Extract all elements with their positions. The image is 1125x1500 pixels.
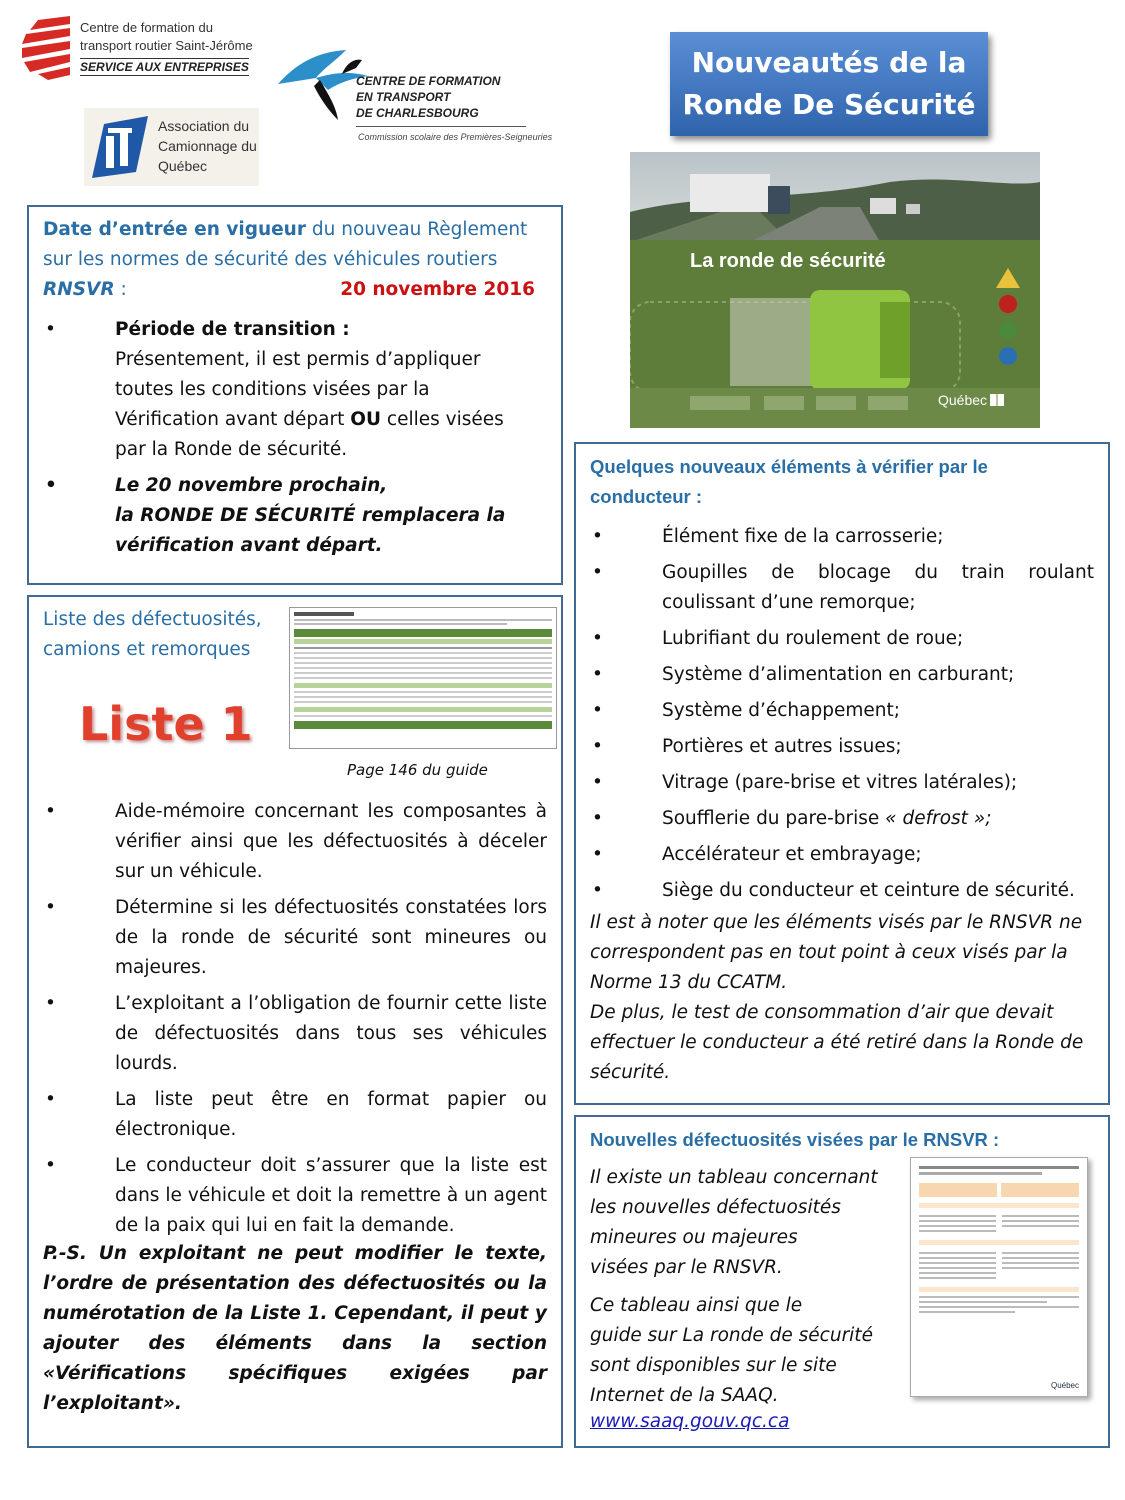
box3-item-9: • Accélérateur et embrayage; [590, 840, 1094, 870]
box1-b1-l4: par la Ronde de sécurité. [115, 439, 348, 460]
box4-p1-l4: visées par le RNSVR. [590, 1257, 783, 1278]
box2-bullets [43, 797, 547, 1241]
box1-date: 20 novembre 2016 [340, 279, 535, 300]
logo-saint-jerome [18, 14, 268, 84]
box1-rnsvr-label: RNSVR [43, 279, 115, 300]
logo-acq-line3: Québec [158, 158, 208, 174]
box4-p2-l4: Internet de la SAAQ. [590, 1385, 779, 1406]
defects-table-thumbnail [910, 1157, 1088, 1397]
box1-b1-l3c: celles visées [381, 409, 504, 430]
box3-title-line1: Quelques nouveaux éléments à vérifier par le [590, 456, 988, 477]
liste-1-label: Liste 1 [79, 697, 253, 751]
page-title-line2: Ronde De Sécurité [682, 88, 976, 121]
logo-stj-line2: transport routier Saint-Jérôme [80, 38, 253, 53]
logo-stj-line3: SERVICE AUX ENTREPRISES [80, 60, 249, 74]
box1-b1-l1: Présentement, il est permis d’appliquer [115, 349, 481, 370]
logo-cfc-line1: CENTRE DE FORMATION [356, 74, 501, 88]
box2-page-ref: Page 146 du guide [347, 761, 488, 779]
logo-acq-line1: Association du [158, 118, 250, 134]
box1-b2-l2: la RONDE DE SÉCURITÉ remplacera la [115, 505, 506, 526]
logo-stj-line1: Centre de formation du [80, 20, 213, 35]
box3-item-7: • Vitrage (pare-brise et vitres latérales); [590, 768, 1094, 798]
box1-heading-rest: du nouveau Règlement [305, 219, 528, 240]
box3-item-2: • Goupilles de blocage du train roulant coulissant d’une remorque; [590, 558, 1094, 618]
box4-p1-l3: mineures ou majeures [590, 1227, 798, 1248]
page-title-box [670, 32, 988, 136]
box2-bullet-2: • Détermine si les défectuosités constatées lors de la ronde de sécurité sont mineures ou majeures. [43, 893, 547, 983]
logo-acq-line2: Camionnage du [158, 138, 257, 154]
box3-item-1: • Élément fixe de la carrosserie; [590, 522, 1094, 552]
logo-charlesbourg [276, 44, 553, 164]
box3-item-8-defrost: « defrost »; [879, 808, 992, 829]
hero-image [630, 152, 1040, 428]
box1-b1-l3b: OU [350, 409, 382, 430]
hero-brand [938, 392, 1004, 408]
box1-heading-line1 [43, 219, 527, 240]
box2-title-line2: camions et remorques [43, 639, 251, 660]
box1-rnsvr [43, 279, 127, 300]
box2-bullet-3: • L’exploitant a l’obligation de fournir cette liste de défectuosités dans tous ses véhicules lourds. [43, 989, 547, 1079]
box2-bullet-5: • Le conducteur doit s’assurer que la liste est dans le véhicule et doit la remettre à un agent de la paix qui lui en fait la demande. [43, 1151, 547, 1241]
box1-bullet-nov20 [43, 471, 543, 561]
box-new-defects [574, 1115, 1110, 1448]
box3-note-1: Il est à noter que les éléments visés par le RNSVR ne correspondent pas en tout point à ceux visés par la Norme 13 du CCATM. [590, 912, 1083, 993]
acq-emblem-icon [90, 114, 152, 180]
box3-item-3: • Lubrifiant du roulement de roue; [590, 624, 1094, 654]
box1-b1-title: Période de transition : [115, 319, 350, 340]
logo-acq [84, 108, 259, 186]
box2-title-line1: Liste des défectuosités, [43, 609, 262, 630]
box4-para-1 [590, 1163, 910, 1283]
box2-bullet-4: • La liste peut être en format papier ou électronique. [43, 1085, 547, 1145]
box3-item-8-text: Soufflerie du pare-brise [662, 808, 880, 829]
logo-cfc-line4: Commission scolaire des Premières-Seigneuries [358, 132, 553, 142]
hero-brand-text: Québec [938, 392, 988, 408]
box1-heading-bold: Date d’entrée en vigueur [43, 219, 306, 240]
page-title-line1: Nouveautés de la [691, 46, 967, 79]
hero-caption: La ronde de sécurité [690, 250, 886, 272]
box1-b2-l1: Le 20 novembre prochain, [115, 475, 388, 496]
box1-bullet-transition [43, 315, 543, 465]
box4-p1-l2: les nouvelles défectuosités [590, 1197, 841, 1218]
box3-note-2: De plus, le test de consommation d’air que devait effectuer le conducteur a été retiré dans la Ronde de sécurité. [590, 1002, 1084, 1083]
box4-p2-l1: Ce tableau ainsi que le [590, 1295, 803, 1316]
logo-cfc-line2: EN TRANSPORT [356, 90, 451, 104]
box4-p2-l2: guide sur La ronde de sécurité [590, 1325, 873, 1346]
fleurdelis-icon [990, 394, 1004, 406]
box-defect-list [27, 595, 563, 1448]
box1-b2-l3: vérification avant départ. [115, 535, 383, 556]
box-effective-date [27, 205, 563, 585]
box3-item-4: • Système d’alimentation en carburant; [590, 660, 1094, 690]
box1-b1-l2: toutes les conditions visées par la [115, 379, 430, 400]
box3-items [590, 522, 1094, 906]
box4-title: Nouvelles défectuosités visées par le RNSVR : [590, 1129, 1000, 1150]
stripes-icon [18, 14, 70, 80]
logo-cfc-line3: DE CHARLESBOURG [356, 106, 479, 120]
box4-p1-l1: Il existe un tableau concernant [590, 1167, 878, 1188]
box2-bullet-1: • Aide-mémoire concernant les composantes à vérifier ainsi que les défectuosités à déceler sur un véhicule. [43, 797, 547, 887]
box4-p2-l3: sont disponibles sur le site [590, 1355, 837, 1376]
hero-illustration [630, 152, 1040, 428]
liste-1-thumbnail [289, 607, 557, 749]
box1-bullets [43, 315, 543, 561]
thumb-brand: Québec [1050, 1381, 1079, 1390]
saaq-link[interactable]: www.saaq.gouv.qc.ca [590, 1411, 790, 1432]
box3-item-8 [590, 804, 1094, 834]
box1-rnsvr-colon: : [114, 279, 127, 300]
box1-b1-l3a: Vérification avant départ [115, 409, 351, 430]
box2-ps: P.-S. Un exploitant ne peut modifier le texte, l’ordre de présentation des défectuosités ou la numérotation de la Liste 1. Cependant, il peut y ajouter des éléments dans la section «Vérifications spécifiques exigées par l’exploitant». [43, 1243, 547, 1414]
logo-cfc-rule [356, 126, 526, 127]
box4-para-2 [590, 1291, 910, 1411]
box3-item-5: • Système d’échappement; [590, 696, 1094, 726]
box3-item-6: • Portières et autres issues; [590, 732, 1094, 762]
box3-item-10: • Siège du conducteur et ceinture de sécurité. [590, 876, 1094, 906]
box1-heading-line2: sur les normes de sécurité des véhicules routiers [43, 249, 498, 270]
box3-title-line2: conducteur : [590, 486, 703, 507]
box-new-elements [574, 442, 1110, 1105]
